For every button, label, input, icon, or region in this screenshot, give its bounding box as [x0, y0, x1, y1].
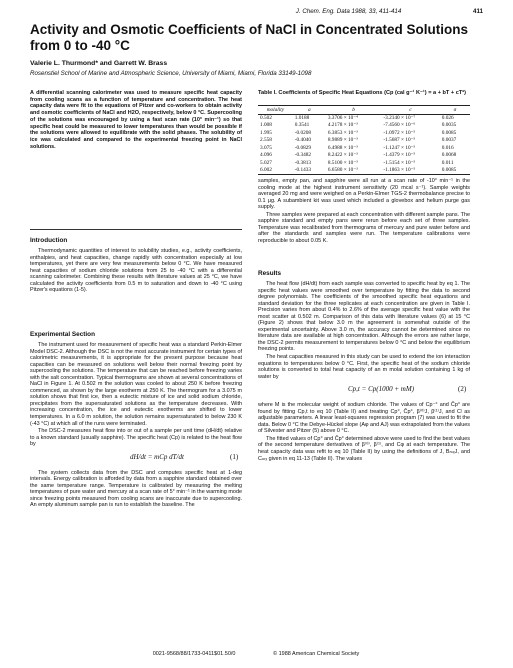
- page-number: 411: [473, 8, 483, 15]
- introduction-text: [30, 248, 242, 295]
- results-paragraph-2: The heat capacities measured in this study can be used to extend the ion interaction equations to temperatures below 0 °C. First, the specific heat of the sodium chloride solutions is converted to total heat capacity of an m molal solution containing 1 kg of water by: [258, 354, 470, 380]
- table-cell: -1.5154 × 10⁻⁵: [383, 159, 416, 166]
- table-cell: -3.2140 × 10⁻⁷: [383, 114, 416, 121]
- table-cell: -0.3482: [294, 152, 312, 159]
- table-cell: -1.0972 × 10⁻⁵: [383, 129, 416, 136]
- table-row: [258, 152, 470, 159]
- table-cell: 1.008: [260, 122, 272, 129]
- abstract-divider: [30, 229, 242, 230]
- table-1-column-header: σ: [440, 106, 470, 115]
- table-row: [258, 145, 470, 152]
- results-text: [258, 281, 470, 463]
- table-cell: -7.4560 × 10⁻⁶: [383, 122, 416, 129]
- author-affiliation: Rosenstiel School of Marine and Atmospheric Science, University of Miami, Miami, Florida 33149-1098: [30, 70, 312, 77]
- experimental-heading: Experimental Section: [30, 331, 95, 338]
- table-cell: 4.096: [260, 152, 272, 159]
- table-cell: -0.4040: [294, 137, 312, 144]
- journal-citation: J. Chem. Eng. Data 1988, 33, 411-414: [295, 8, 402, 15]
- table-1-header-row: [258, 106, 470, 115]
- table-1-column-header: c: [381, 106, 439, 115]
- page-footer: [30, 651, 482, 657]
- equation-2: [258, 383, 470, 399]
- table-1-column-header: a: [293, 106, 326, 115]
- table-cell: 0.0037: [441, 137, 457, 144]
- table-1: [258, 105, 470, 175]
- table-row: [258, 122, 470, 129]
- table-cell: 0.0085: [440, 167, 470, 175]
- results-paragraph-4: The fitted values of Cp° and Čp° determined above were used to find the best values of the second temperature derivatives of β⁽⁰⁾, β⁽¹⁾, and Cφ at each temperature. The heat capacity data was refit to eq 10 (Table II) by using the definitions of J, BₘₓJ, and Cₘₓ given in eq 11-13 (Table II). The values: [258, 435, 470, 462]
- table-cell: 1.995: [260, 129, 272, 136]
- equation-1-body: dH/dt = mCp dT/dt: [130, 452, 184, 461]
- right-column-text: [258, 178, 470, 245]
- document-code: 0021-9568/88/1733-0411$01.50/0: [152, 651, 236, 657]
- equation-1: [30, 451, 242, 467]
- table-1-body: [258, 114, 470, 175]
- table-row: [258, 130, 470, 137]
- table-cell: 8.5100 × 10⁻³: [327, 159, 358, 166]
- table-cell: -1.1863 × 10⁻⁵: [381, 167, 439, 175]
- table-row: [258, 114, 470, 122]
- table-cell: -1.4379 × 10⁻⁵: [383, 152, 416, 159]
- results-paragraph-1: The heat flow (dH/dt) from each sample was converted to specific heat by eq 1. The specific heat values were smoothed over temperature by fitting the data to second degree polynomials. The coefficients of the smoothed specific heat equations and standard deviation for the three replicates at each concentration are given in Table I. Precision varies from about 0.4% to 2.6% of the average specific heat value with the most scatter at 0.502 m. Comparison of this data with literature values (6) at 15 °C (Figure 2) shows that below 3.0 m the agreement is somewhat outside of the experimental uncertainty. Above 3.0 m, the accuracy cannot be determined since no literature data are available at high concentration. Although the errors are rather large, the DSC-2 permits measurement to temperatures below 0 °C and below the equilibrium freezing points.: [258, 281, 470, 353]
- results-heading: Results: [258, 270, 282, 277]
- table-cell: 6.002: [258, 167, 293, 175]
- replicates-paragraph: Three samples were prepared at each concentration with different sample pans. The sapphire standard and empty pans were rerun before each set of three samples. Temperature was recalibrated from thermograms of mercury and pure water before and after the standards and samples were run. The temperature calibrations were reproducible to about 0.05 K.: [258, 211, 470, 244]
- table-cell: -0.0208: [294, 129, 312, 136]
- experimental-paragraph-1: The instrument used for measurement of specific heat was a standard Perkin-Elmer Model DSC-2. Although the DSC is not the most accurate instrument for certain types of calorimetric measurements, it is appropriate for the present purpose because heat capacities can be measured on solutions well below their normal freezing point by supercooling the solutions. The temperature that can be reached before freezing varies with the salt concentration. Typical thermograms are shown at several concentrations of NaCl in Figure 1. At 0.502 m the solution was cooled to about 250 K before freezing commenced, as shown by the large exotherm at 250 K. The thermogram for a 3.075 m solution shows that first ice, then a eutectic mixture of ice and solid sodium chloride, precipitates from the supersaturated solutions as the temperature decreases. With increasing concentration, the ice and eutectic exotherms are shifted to lower temperatures. In a 6.0 m solution, the solution remains supersaturated to below 230 K (-43 °C) at which all of the runs were terminated.: [30, 342, 242, 427]
- table-cell: 0.016: [441, 144, 454, 151]
- table-cell: 6.6580 × 10⁻³: [326, 167, 382, 175]
- article-title: Activity and Osmotic Coefficients of NaCl in Concentrated Solutions from 0 to -40 °C: [30, 22, 469, 53]
- equation-2-body: Cp,t = Cp(1000 + mM): [348, 385, 415, 394]
- table-cell: -1.1247 × 10⁻⁵: [383, 144, 416, 151]
- table-cell: 2.558: [260, 137, 272, 144]
- table-cell: 1.0188: [294, 114, 310, 121]
- equation-1-number: (1): [230, 452, 239, 461]
- table-cell: 6.4988 × 10⁻³: [327, 144, 358, 151]
- results-paragraph-3: where M is the molecular weight of sodium chloride. The values of Cp⁻° and Čp° are found by fitting Cp,t to eq 10 (Table II) and treating Cp°, Čp°, β⁽⁰⁾J, β⁽¹⁾J, and Cʲ as adjustable parameters. A linear least-squares regression program (7) was used to fit the data. Below 0 °C the Debye-Hückel slope (Aφ and AJ) was extrapolated from the values of Silvester and Pitzer (5) above 0 °C.: [258, 402, 470, 435]
- table-cell: 3.075: [260, 144, 272, 151]
- table-cell: -1.5687 × 10⁻⁵: [383, 137, 416, 144]
- copyright-notice: © 1988 American Chemical Society: [273, 651, 360, 657]
- table-cell: 0.026: [441, 114, 454, 121]
- table-cell: 5.027: [260, 159, 272, 166]
- table-cell: 8.9889 × 10⁻³: [327, 137, 358, 144]
- table-cell: -0.3813: [294, 159, 312, 166]
- table-cell: 8.2422 × 10⁻³: [327, 152, 358, 159]
- table-row: [258, 160, 470, 167]
- table-row: [258, 137, 470, 144]
- introduction-paragraph: Thermodynamic quantities of interest to solubility studies, e.g., activity coefficients, enthalpies, and heat capacities, change rapidly with concentration especially at low temperatures, yet there are very few measurements below 0 °C. We have measured heat capacities of sodium chloride solutions from 25 to -40 °C with a differential scanning calorimeter. Combining these results with literature values at 25 °C, we have calculated the activity coefficients from 0.5 m to saturation and down to -40 °C using Pitzer's equations (1-5).: [30, 248, 242, 294]
- experimental-paragraph-2: The DSC-2 measures heat flow into or out of a sample per unit time (dH/dt) relative to a known standard (usually sapphire). The specific heat (Cp) is related to the heat flow by: [30, 428, 242, 448]
- table-cell: 0.3541: [294, 122, 310, 129]
- table-cell: 3.3706 × 10⁻⁴: [327, 114, 358, 121]
- table-1-column-header: b: [326, 106, 382, 115]
- experimental-paragraph-3: The system collects data from the DSC and computes specific heat at 1-deg intervals. Energy calibration is afforded by data from a sapphire standard obtained over the same temperature range. Temperature is calibrated by measuring the melting temperatures of pure water and mercury at a scan rate of 5° min⁻¹ in the warming mode since freezing points measured from cooling scans are inaccurate due to supercooling. An empty aluminum sample pan is run to establish the baseline. The: [30, 469, 242, 509]
- table-row: [258, 167, 470, 175]
- introduction-heading: Introduction: [30, 237, 68, 244]
- running-head: [30, 8, 483, 18]
- table-cell: 4.2178 × 10⁻³: [327, 122, 358, 129]
- table-cell: 0.0068: [441, 152, 457, 159]
- table-1-caption: Table I. Coefficients of Specific Heat Equations (Cp (cal g⁻¹ K⁻¹) = a + bT + cT²): [258, 90, 466, 96]
- experimental-text: [30, 342, 242, 510]
- table-cell: 0.502: [260, 114, 272, 121]
- methods-continued-paragraph: samples, empty pan, and sapphire were all run at a scan rate of -10° min⁻¹ in the cooling mode at the highest instrument sensitivity (20 mcal s⁻¹). Sample weights averaged 20 mg and were weighed on a Perkin-Elmer TGS-2 thermobalance precise to 0.1 μg. A subambient kit was used which included a glovebox and helium purge gas supply.: [258, 178, 470, 211]
- abstract: A differential scanning calorimeter was used to measure specific heat capacity from cooling scans as a function of temperature and concentration. The heat capacity data were fit to the equations of Pitzer and co-workers to obtain activity and osmotic coefficients of NaCl and H2O, respectively, below 0 °C. Supercooling of the solutions was encouraged by using a fast scan rate (10° min⁻¹) so that specific heat could be measured to lower temperatures than would be possible if the solutions were allowed to equilibrate with the solid phases. The solubility of ice was calculated and compared to the experimental freezing point in NaCl solutions.: [30, 90, 242, 150]
- article-authors: Valerie L. Thurmond* and Garrett W. Brass: [30, 60, 168, 67]
- table-cell: 0.0035: [441, 122, 457, 129]
- table-cell: -0.0829: [294, 144, 312, 151]
- table-cell: 6.3853 × 10⁻³: [327, 129, 358, 136]
- table-cell: 0.011: [441, 159, 454, 166]
- table-cell: -0.1433: [293, 167, 326, 175]
- table-cell: 0.0085: [441, 129, 457, 136]
- equation-2-number: (2): [458, 385, 467, 394]
- table-1-column-header: molality: [258, 106, 293, 115]
